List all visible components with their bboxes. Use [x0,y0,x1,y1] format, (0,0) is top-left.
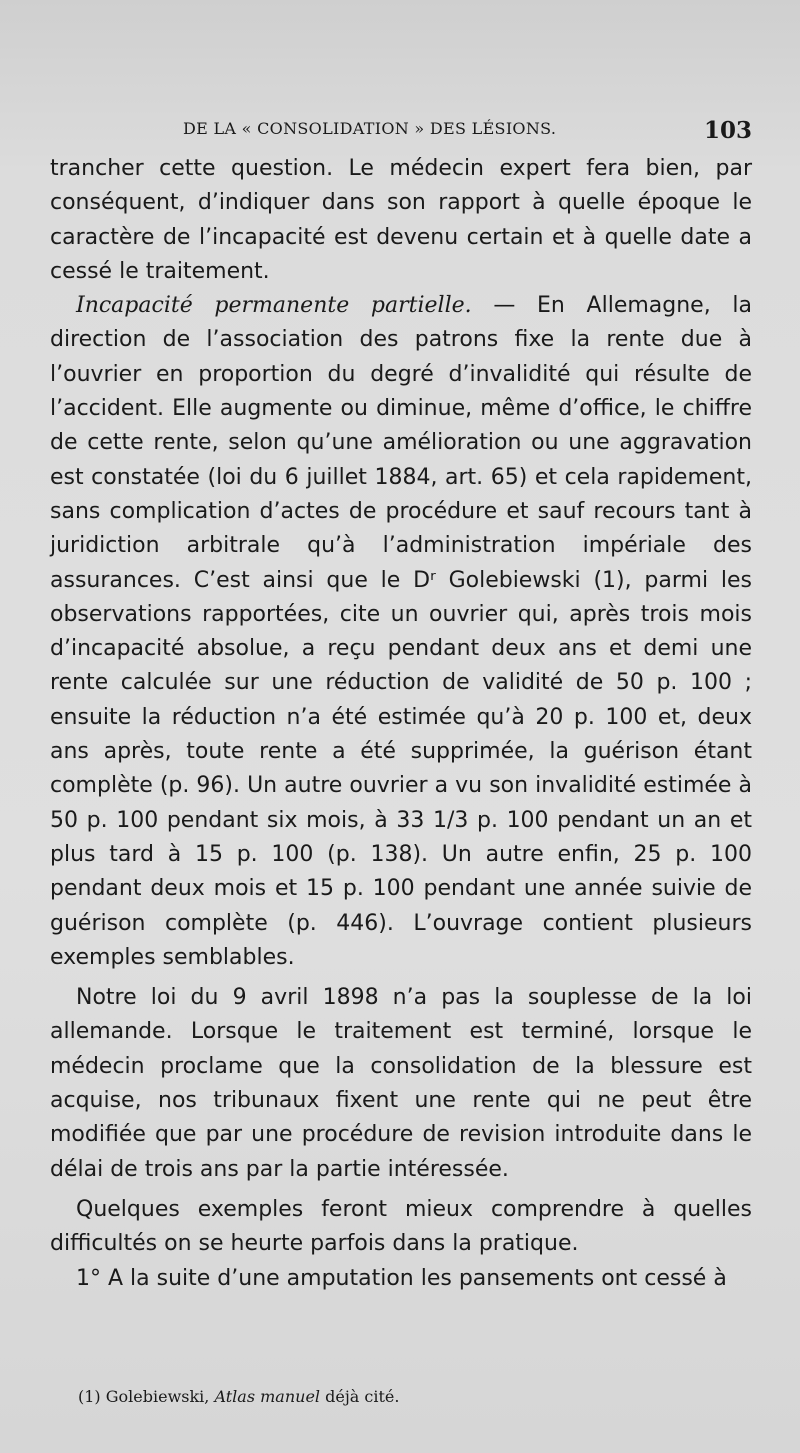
page-header [0,117,800,147]
footnote [78,1387,399,1406]
body-text [50,152,752,1296]
paragraph-1: trancher cette question. Le médecin expert fera bien, par conséquent, d’indiquer dans son rapport à quelle époque le caractère de l’incapacité est devenu certain et à quelle date a cessé le traitement. [50,156,752,284]
paragraph-2-text: — En Allemagne, la direction de l’association des patrons fixe la rente due à l’ouvrier en proportion du degré d’invalidité qui résulte de l’accident. Elle augmente ou diminue, même d’office, le chiffre de cette rente, selon qu’une amélioration ou une aggravation est constatée (loi du 6 juillet 1884, art. 65) et cela rapidement, sans complication d’actes de procédure et sauf recours tant à juridiction arbitrale qu’à l’administration impériale des assurances. C’est ainsi que le Dʳ Golebiewski (1), parmi les observations rapportées, cite un ouvrier qui, après trois mois d’incapacité absolue, a reçu pendant deux ans et demi une rente calculée sur une réduction de validité de 50 p. 100 ; ensuite la réduction n’a été estimée qu’à 20 p. 100 et, deux ans après, toute rente a été supprimée, la guérison étant complète (p. 96). Un autre ouvrier a vu son invalidité estimée à 50 p. 100 pendant six mois, à 33 1/3 p. 100 pendant un an et plus tard à 15 p. 100 (p. 138). Un autre enfin, 25 p. 100 pendant deux mois et 15 p. 100 pendant une année suivie de guérison complète (p. 446). L’ouvrage contient plusieurs exemples semblables. [50,293,752,970]
section-heading-italic: Incapacité permanente partielle. [76,293,472,319]
paragraph-3: Notre loi du 9 avril 1898 n’a pas la souplesse de la loi allemande. Lorsque le traitement est terminé, lorsque le médecin proclame que la consolidation de la blessure est acquise, nos tribunaux fixent une rente qui ne peut être modifiée que par une procédure de revision introduite dans le délai de trois ans par la partie intéressée. [50,985,752,1182]
running-head: DE LA « CONSOLIDATION » DES LÉSIONS. [183,119,557,138]
paragraph-2 [50,289,752,975]
page-number: 103 [703,117,752,144]
footnote-title: Atlas manuel [214,1387,321,1406]
paragraph-4: Quelques exemples feront mieux comprendre à quelles difficultés on se heurte parfois dans la pratique. [50,1196,752,1257]
footnote-rest: déjà cité. [320,1387,400,1406]
paragraph-5: 1° A la suite d’une amputation les pansements ont cessé à [76,1265,727,1291]
footnote-marker: (1) Golebiewski, [78,1387,215,1406]
